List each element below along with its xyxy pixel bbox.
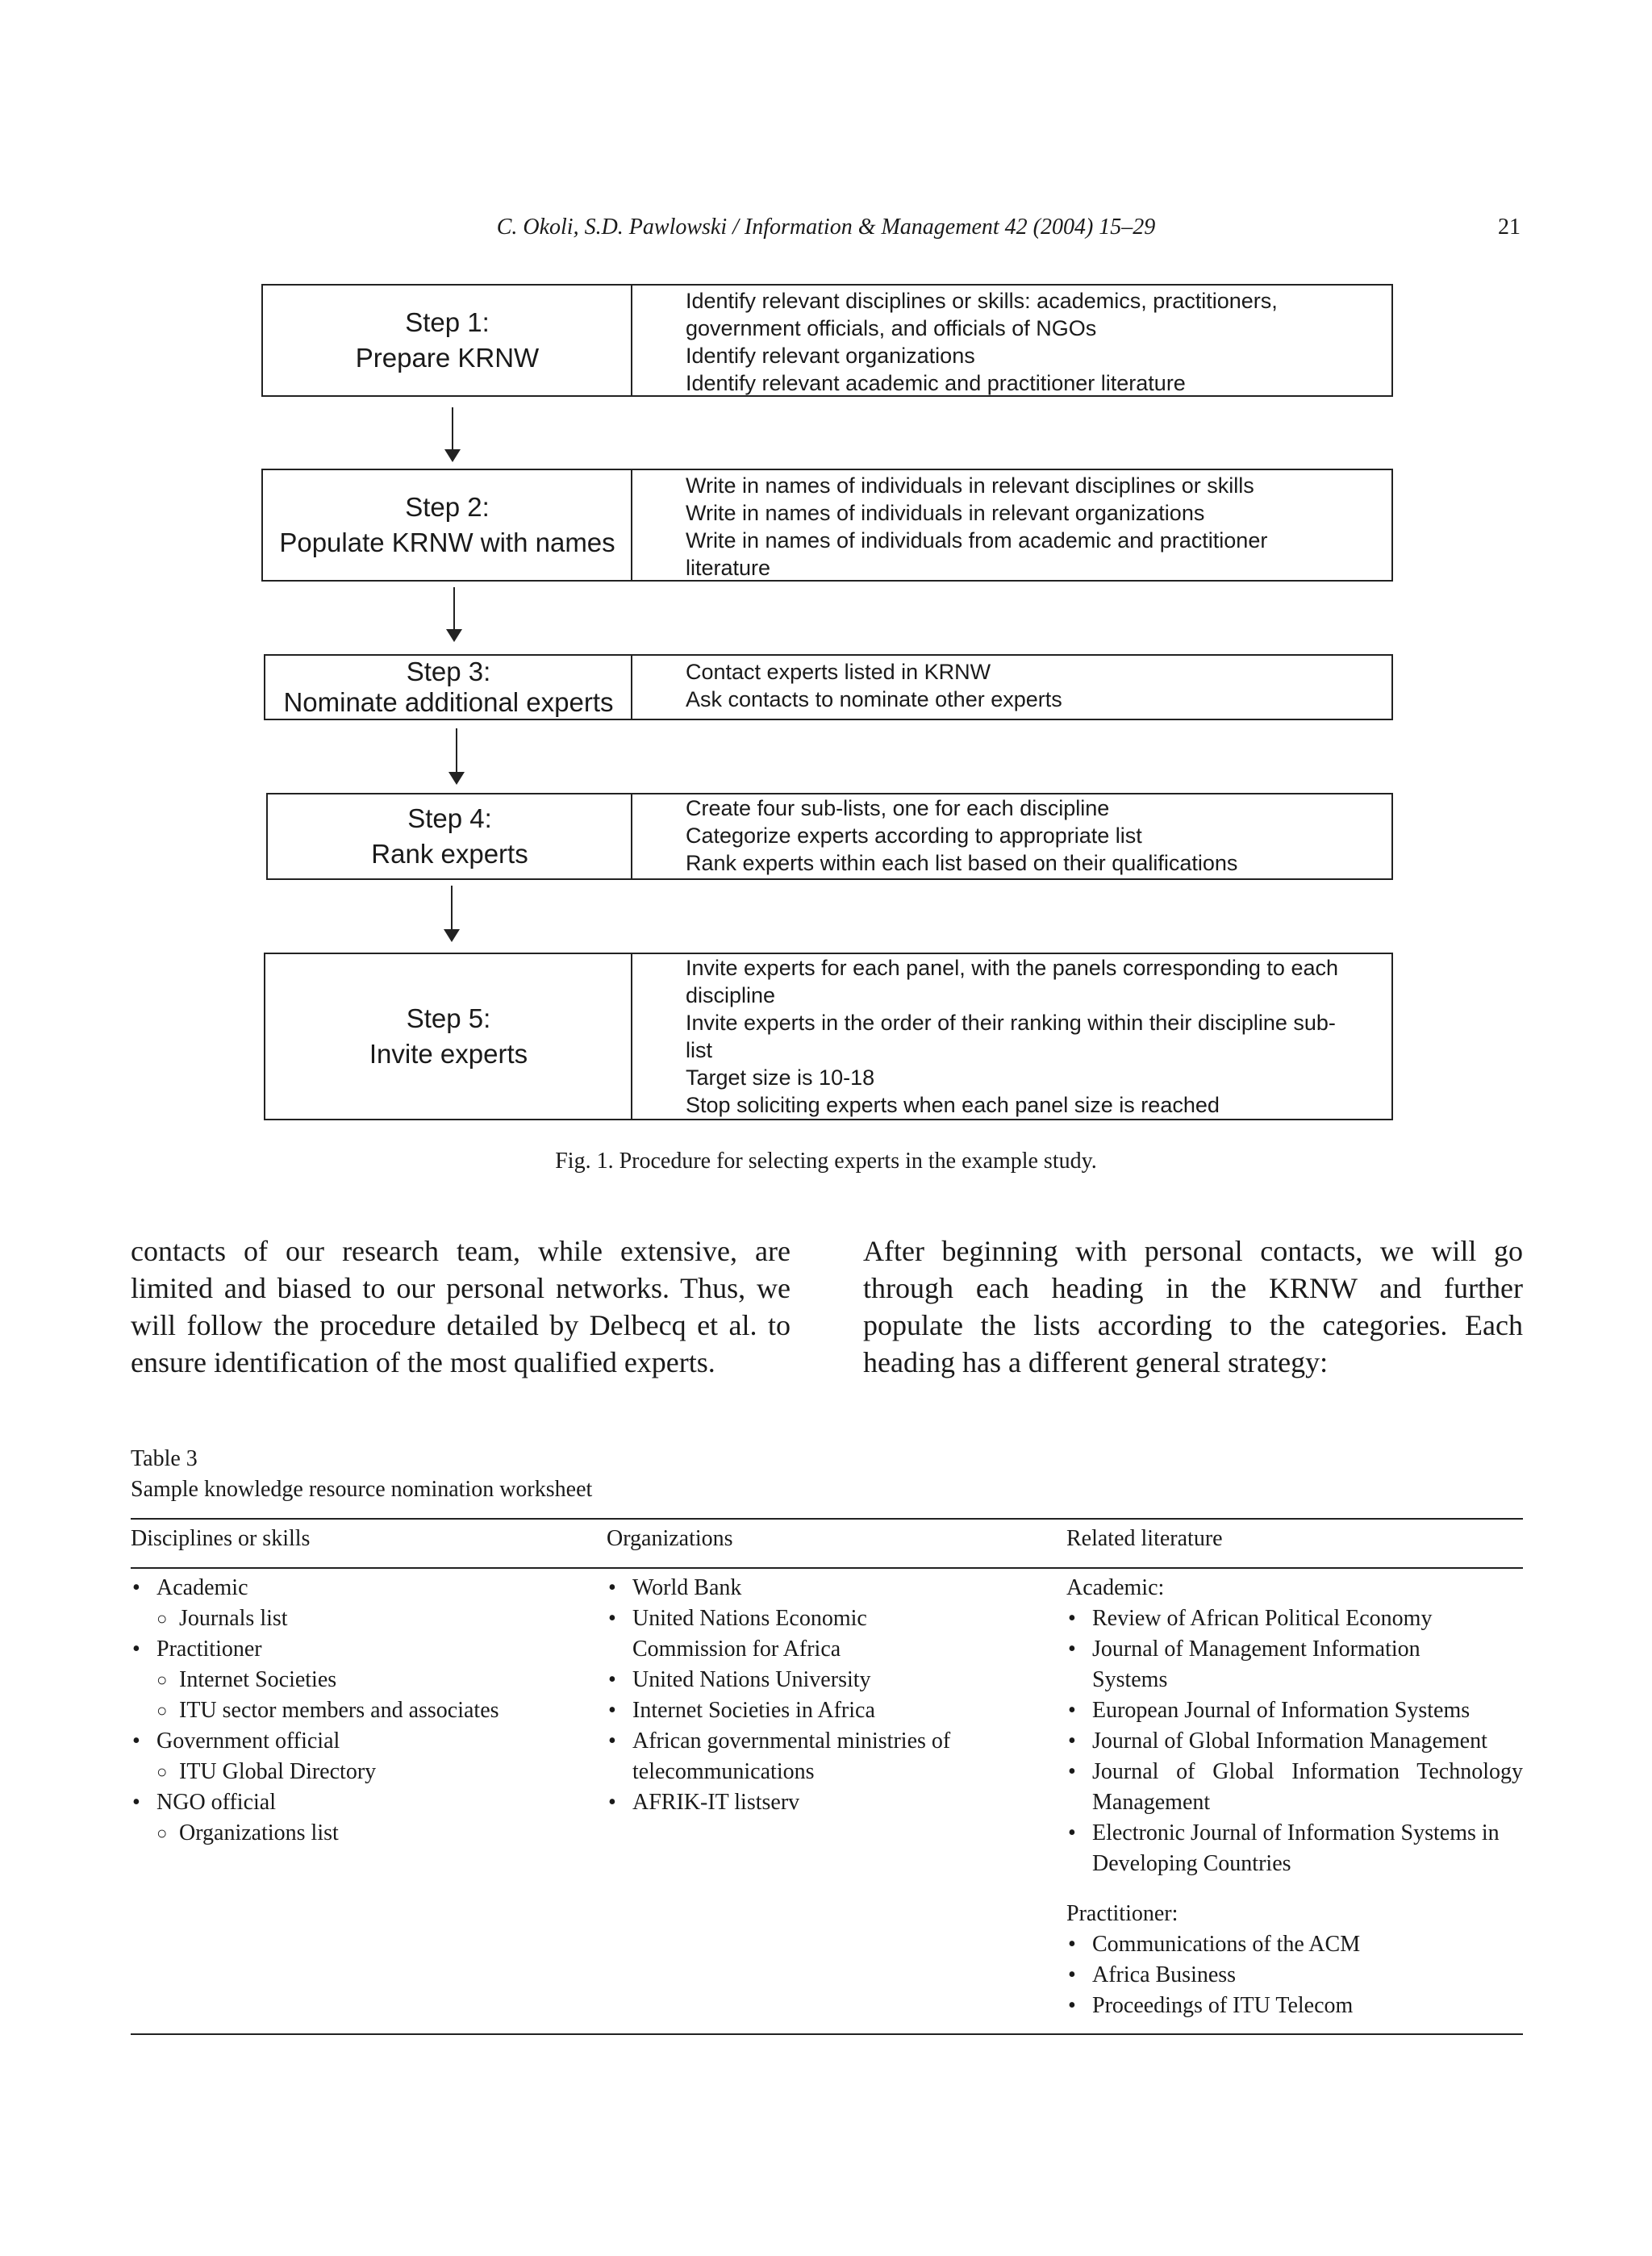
step-1-line: Identify relevant disciplines or skills: academics, practitioners, bbox=[686, 289, 1278, 313]
list-item: • Internet Societies in Africa bbox=[607, 1695, 994, 1726]
step-3-description bbox=[631, 654, 1393, 720]
table-label: Table 3 bbox=[131, 1446, 198, 1471]
literature-practitioner-heading: Practitioner: bbox=[1066, 1901, 1179, 1926]
table-bottom-rule bbox=[131, 2033, 1523, 2035]
list-subitem: ○ ITU Global Directory bbox=[131, 1757, 582, 1787]
list-item: • Electronic Journal of Information Systems in Developing Countries bbox=[1066, 1818, 1523, 1879]
step-5-line: Stop soliciting experts when each panel size is reached bbox=[686, 1093, 1220, 1117]
table-header-literature: Related literature bbox=[1066, 1526, 1223, 1551]
step-3-line: Ask contacts to nominate other experts bbox=[686, 687, 1062, 711]
step-4-line: Create four sub-lists, one for each discipline bbox=[686, 796, 1110, 820]
page-number: 21 bbox=[1498, 215, 1521, 240]
list-item: • Journal of Global Information Management bbox=[1066, 1726, 1523, 1757]
list-subitem: ○ Organizations list bbox=[131, 1818, 582, 1849]
table-column-organizations bbox=[607, 1573, 994, 1818]
list-subitem: ○ Internet Societies bbox=[131, 1665, 582, 1695]
step-4-line: Rank experts within each list based on their qualifications bbox=[686, 851, 1238, 875]
list-item: • AFRIK-IT listserv bbox=[607, 1787, 994, 1818]
list-item: • United Nations Economic Commission for Africa bbox=[607, 1603, 907, 1665]
step-1-description bbox=[631, 284, 1393, 397]
down-arrow-icon bbox=[446, 587, 462, 642]
step-4-description bbox=[631, 793, 1393, 880]
table-column-literature bbox=[1066, 1573, 1523, 2021]
literature-academic-heading: Academic: bbox=[1066, 1575, 1165, 1600]
list-item: • Communications of the ACM bbox=[1066, 1929, 1523, 1960]
step-5-line: list bbox=[686, 1038, 712, 1062]
step-2-box bbox=[261, 469, 633, 582]
step-2-line: Write in names of individuals in relevant disciplines or skills bbox=[686, 473, 1254, 498]
step-1-label: Step 1: bbox=[405, 307, 490, 337]
table-header-disciplines: Disciplines or skills bbox=[131, 1526, 311, 1551]
step-2-description bbox=[631, 469, 1393, 582]
step-1-box bbox=[261, 284, 633, 397]
list-item: • NGO official bbox=[131, 1787, 582, 1818]
step-5-line: Invite experts in the order of their ranking within their discipline sub- bbox=[686, 1011, 1336, 1035]
journal-citation: C. Okoli, S.D. Pawlowski / Information & Management 42 (2004) 15–29 bbox=[496, 215, 1156, 240]
step-3-label: Step 3: bbox=[406, 657, 491, 686]
step-3-title: Nominate additional experts bbox=[283, 687, 614, 717]
step-5-description bbox=[631, 953, 1393, 1120]
list-item: • Practitioner bbox=[131, 1634, 582, 1665]
body-text-right-column: After beginning with personal contacts, we will go through each heading in the KRNW and further populate the lists according to the categories. Each heading has a different general strategy: bbox=[863, 1235, 1523, 1378]
list-subitem: ○ ITU sector members and associates bbox=[131, 1695, 582, 1726]
figure-caption: Fig. 1. Procedure for selecting experts in the example study. bbox=[555, 1149, 1097, 1174]
step-4-title: Rank experts bbox=[371, 839, 528, 869]
down-arrow-icon bbox=[448, 728, 465, 785]
step-1-title: Prepare KRNW bbox=[355, 343, 540, 373]
down-arrow-icon bbox=[444, 407, 461, 462]
body-text-left-column: contacts of our research team, while extensive, are limited and biased to our personal networks. Thus, we will follow the procedure detailed by Delbecq et al. to ensure identification of the most qualified experts. bbox=[131, 1235, 791, 1378]
down-arrow-icon bbox=[444, 886, 460, 942]
list-item: • European Journal of Information Systems bbox=[1066, 1695, 1523, 1726]
table-column-disciplines bbox=[131, 1573, 582, 1849]
list-item: • Review of African Political Economy bbox=[1066, 1603, 1523, 1634]
step-1-line: Identify relevant organizations bbox=[686, 344, 975, 368]
list-item: • Africa Business bbox=[1066, 1960, 1523, 1991]
step-2-line: literature bbox=[686, 556, 771, 580]
step-1-line: government officials, and officials of NGOs bbox=[686, 316, 1097, 340]
step-5-line: Invite experts for each panel, with the panels corresponding to each bbox=[686, 956, 1338, 980]
step-3-box bbox=[264, 654, 633, 720]
step-2-title: Populate KRNW with names bbox=[279, 528, 615, 557]
table-header-organizations: Organizations bbox=[607, 1526, 733, 1551]
list-subitem: ○ Journals list bbox=[131, 1603, 582, 1634]
list-item: • African governmental ministries of telecommunications bbox=[607, 1726, 987, 1787]
table-top-rule bbox=[131, 1518, 1523, 1520]
list-item: • Government official bbox=[131, 1726, 582, 1757]
step-4-label: Step 4: bbox=[407, 803, 492, 833]
table-header-rule bbox=[131, 1567, 1523, 1569]
step-2-label: Step 2: bbox=[405, 492, 490, 522]
step-4-line: Categorize experts according to appropriate list bbox=[686, 824, 1142, 848]
step-5-line: discipline bbox=[686, 983, 776, 1007]
step-5-title: Invite experts bbox=[369, 1039, 528, 1069]
step-1-line: Identify relevant academic and practitioner literature bbox=[686, 371, 1186, 395]
step-2-line: Write in names of individuals from academic and practitioner bbox=[686, 528, 1268, 553]
step-2-line: Write in names of individuals in relevant organizations bbox=[686, 501, 1205, 525]
list-item: • Academic bbox=[131, 1573, 582, 1603]
step-5-box bbox=[264, 953, 633, 1120]
list-item: • Journal of Management Information Systems bbox=[1066, 1634, 1447, 1695]
list-item: • World Bank bbox=[607, 1573, 994, 1603]
step-3-line: Contact experts listed in KRNW bbox=[686, 660, 991, 684]
list-item: • Journal of Global Information Technology Management bbox=[1066, 1757, 1523, 1818]
step-5-label: Step 5: bbox=[406, 1003, 491, 1033]
list-item: • United Nations University bbox=[607, 1665, 994, 1695]
step-4-box bbox=[266, 793, 633, 880]
step-5-line: Target size is 10-18 bbox=[686, 1065, 875, 1090]
list-item: • Proceedings of ITU Telecom bbox=[1066, 1991, 1523, 2021]
table-title: Sample knowledge resource nomination worksheet bbox=[131, 1477, 593, 1502]
